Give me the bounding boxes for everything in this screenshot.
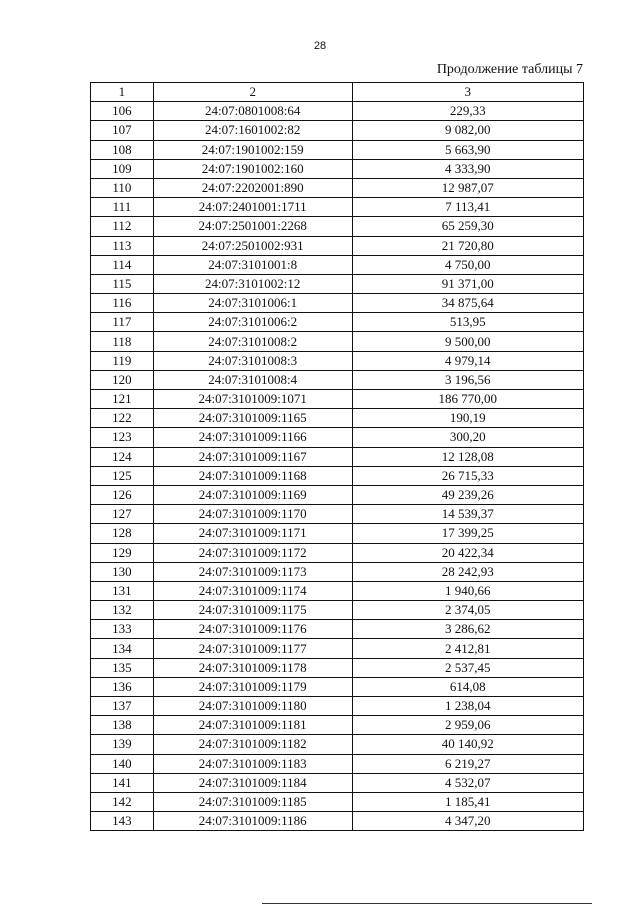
row-number-cell: 120: [91, 370, 154, 389]
table-row: [91, 620, 584, 639]
row-number-cell: 114: [91, 255, 154, 274]
page-number: 28: [313, 40, 327, 52]
table-row: [91, 390, 584, 409]
cadastral-number-cell: 24:07:3101009:1186: [153, 812, 352, 831]
row-number-cell: 119: [91, 351, 154, 370]
value-cell: 4 750,00: [352, 255, 583, 274]
table-row: [91, 697, 584, 716]
cadastral-number-cell: 24:07:3101009:1180: [153, 697, 352, 716]
row-number-cell: 135: [91, 658, 154, 677]
table-row: [91, 255, 584, 274]
cadastral-number-cell: 24:07:3101009:1174: [153, 581, 352, 600]
table-row: [91, 562, 584, 581]
row-number-cell: 123: [91, 428, 154, 447]
value-cell: 4 347,20: [352, 812, 583, 831]
value-cell: 20 422,34: [352, 543, 583, 562]
cadastral-number-cell: 24:07:1601002:82: [153, 121, 352, 140]
value-cell: 12 987,07: [352, 178, 583, 197]
table-row: [91, 236, 584, 255]
row-number-cell: 127: [91, 505, 154, 524]
value-cell: 2 374,05: [352, 601, 583, 620]
cadastral-number-cell: 24:07:3101009:1170: [153, 505, 352, 524]
footer-divider: [262, 903, 592, 904]
table-row: [91, 716, 584, 735]
table-row: [91, 485, 584, 504]
cadastral-number-cell: 24:07:3101009:1175: [153, 601, 352, 620]
row-number-cell: 115: [91, 274, 154, 293]
row-number-cell: 130: [91, 562, 154, 581]
cadastral-number-cell: 24:07:3101008:4: [153, 370, 352, 389]
table-row: [91, 581, 584, 600]
value-cell: 65 259,30: [352, 217, 583, 236]
row-number-cell: 134: [91, 639, 154, 658]
value-cell: 1 185,41: [352, 792, 583, 811]
cadastral-number-cell: 24:07:2501001:2268: [153, 217, 352, 236]
cadastral-number-cell: 24:07:2501002:931: [153, 236, 352, 255]
cadastral-number-cell: 24:07:3101009:1184: [153, 773, 352, 792]
value-cell: 7 113,41: [352, 198, 583, 217]
cadastral-number-cell: 24:07:3101009:1183: [153, 754, 352, 773]
value-cell: 34 875,64: [352, 294, 583, 313]
table-row: [91, 792, 584, 811]
row-number-cell: 125: [91, 466, 154, 485]
table-row: [91, 524, 584, 543]
row-number-cell: 108: [91, 140, 154, 159]
table-row: [91, 159, 584, 178]
value-cell: 513,95: [352, 313, 583, 332]
row-number-cell: 140: [91, 754, 154, 773]
cadastral-number-cell: 24:07:3101009:1172: [153, 543, 352, 562]
row-number-cell: 128: [91, 524, 154, 543]
cadastral-number-cell: 24:07:2401001:1711: [153, 198, 352, 217]
row-number-cell: 139: [91, 735, 154, 754]
table-row: [91, 754, 584, 773]
cadastral-number-cell: 24:07:3101009:1178: [153, 658, 352, 677]
column-header-3: 3: [352, 83, 583, 102]
cadastral-number-cell: 24:07:3101001:8: [153, 255, 352, 274]
row-number-cell: 129: [91, 543, 154, 562]
row-number-cell: 106: [91, 102, 154, 121]
table-row: [91, 217, 584, 236]
table-row: [91, 351, 584, 370]
row-number-cell: 133: [91, 620, 154, 639]
table-row: [91, 140, 584, 159]
value-cell: 1 238,04: [352, 697, 583, 716]
row-number-cell: 141: [91, 773, 154, 792]
cadastral-number-cell: 24:07:3101006:2: [153, 313, 352, 332]
table-row: [91, 773, 584, 792]
value-cell: 9 500,00: [352, 332, 583, 351]
table-row: [91, 735, 584, 754]
table-row: [91, 102, 584, 121]
table-row: [91, 178, 584, 197]
row-number-cell: 137: [91, 697, 154, 716]
value-cell: 91 371,00: [352, 274, 583, 293]
row-number-cell: 142: [91, 792, 154, 811]
value-cell: 4 979,14: [352, 351, 583, 370]
table-row: [91, 198, 584, 217]
cadastral-number-cell: 24:07:3101009:1181: [153, 716, 352, 735]
value-cell: 190,19: [352, 409, 583, 428]
value-cell: 5 663,90: [352, 140, 583, 159]
row-number-cell: 107: [91, 121, 154, 140]
row-number-cell: 143: [91, 812, 154, 831]
table-row: [91, 409, 584, 428]
cadastral-number-cell: 24:07:3101009:1166: [153, 428, 352, 447]
column-header-2: 2: [153, 83, 352, 102]
table-row: [91, 466, 584, 485]
cadastral-number-cell: 24:07:3101009:1168: [153, 466, 352, 485]
value-cell: 614,08: [352, 677, 583, 696]
row-number-cell: 116: [91, 294, 154, 313]
column-header-1: 1: [91, 83, 154, 102]
cadastral-number-cell: 24:07:3101009:1167: [153, 447, 352, 466]
value-cell: 40 140,92: [352, 735, 583, 754]
row-number-cell: 126: [91, 485, 154, 504]
table-row: [91, 274, 584, 293]
row-number-cell: 132: [91, 601, 154, 620]
value-cell: 17 399,25: [352, 524, 583, 543]
data-table: [90, 82, 584, 831]
cadastral-number-cell: 24:07:3101009:1185: [153, 792, 352, 811]
table-row: [91, 294, 584, 313]
table-row: [91, 658, 584, 677]
value-cell: 6 219,27: [352, 754, 583, 773]
cadastral-number-cell: 24:07:3101009:1169: [153, 485, 352, 504]
row-number-cell: 121: [91, 390, 154, 409]
table-header-row: [91, 83, 584, 102]
cadastral-number-cell: 24:07:3101002:12: [153, 274, 352, 293]
cadastral-number-cell: 24:07:3101009:1179: [153, 677, 352, 696]
table-row: [91, 447, 584, 466]
value-cell: 2 537,45: [352, 658, 583, 677]
table-row: [91, 505, 584, 524]
table-row: [91, 543, 584, 562]
cadastral-number-cell: 24:07:3101008:3: [153, 351, 352, 370]
value-cell: 3 196,56: [352, 370, 583, 389]
value-cell: 3 286,62: [352, 620, 583, 639]
value-cell: 1 940,66: [352, 581, 583, 600]
table-body: [91, 102, 584, 831]
row-number-cell: 124: [91, 447, 154, 466]
row-number-cell: 113: [91, 236, 154, 255]
cadastral-number-cell: 24:07:3101009:1071: [153, 390, 352, 409]
table-row: [91, 428, 584, 447]
value-cell: 4 333,90: [352, 159, 583, 178]
cadastral-number-cell: 24:07:3101009:1173: [153, 562, 352, 581]
table-row: [91, 601, 584, 620]
row-number-cell: 112: [91, 217, 154, 236]
row-number-cell: 131: [91, 581, 154, 600]
table-caption: Продолжение таблицы 7: [436, 62, 583, 77]
cadastral-number-cell: 24:07:0801008:64: [153, 102, 352, 121]
cadastral-number-cell: 24:07:3101009:1165: [153, 409, 352, 428]
cadastral-number-cell: 24:07:3101009:1177: [153, 639, 352, 658]
value-cell: 300,20: [352, 428, 583, 447]
cadastral-number-cell: 24:07:3101008:2: [153, 332, 352, 351]
row-number-cell: 122: [91, 409, 154, 428]
value-cell: 26 715,33: [352, 466, 583, 485]
cadastral-number-cell: 24:07:1901002:159: [153, 140, 352, 159]
table-row: [91, 370, 584, 389]
row-number-cell: 117: [91, 313, 154, 332]
value-cell: 4 532,07: [352, 773, 583, 792]
row-number-cell: 111: [91, 198, 154, 217]
table-row: [91, 121, 584, 140]
value-cell: 2 412,81: [352, 639, 583, 658]
value-cell: 9 082,00: [352, 121, 583, 140]
value-cell: 12 128,08: [352, 447, 583, 466]
value-cell: 186 770,00: [352, 390, 583, 409]
value-cell: 49 239,26: [352, 485, 583, 504]
table-row: [91, 332, 584, 351]
table-row: [91, 812, 584, 831]
cadastral-number-cell: 24:07:3101009:1182: [153, 735, 352, 754]
value-cell: 14 539,37: [352, 505, 583, 524]
cadastral-number-cell: 24:07:1901002:160: [153, 159, 352, 178]
row-number-cell: 110: [91, 178, 154, 197]
table-row: [91, 677, 584, 696]
row-number-cell: 136: [91, 677, 154, 696]
table-row: [91, 639, 584, 658]
cadastral-number-cell: 24:07:3101009:1176: [153, 620, 352, 639]
table-row: [91, 313, 584, 332]
row-number-cell: 109: [91, 159, 154, 178]
value-cell: 2 959,06: [352, 716, 583, 735]
value-cell: 229,33: [352, 102, 583, 121]
value-cell: 28 242,93: [352, 562, 583, 581]
cadastral-number-cell: 24:07:3101006:1: [153, 294, 352, 313]
row-number-cell: 138: [91, 716, 154, 735]
cadastral-number-cell: 24:07:3101009:1171: [153, 524, 352, 543]
row-number-cell: 118: [91, 332, 154, 351]
value-cell: 21 720,80: [352, 236, 583, 255]
cadastral-number-cell: 24:07:2202001:890: [153, 178, 352, 197]
